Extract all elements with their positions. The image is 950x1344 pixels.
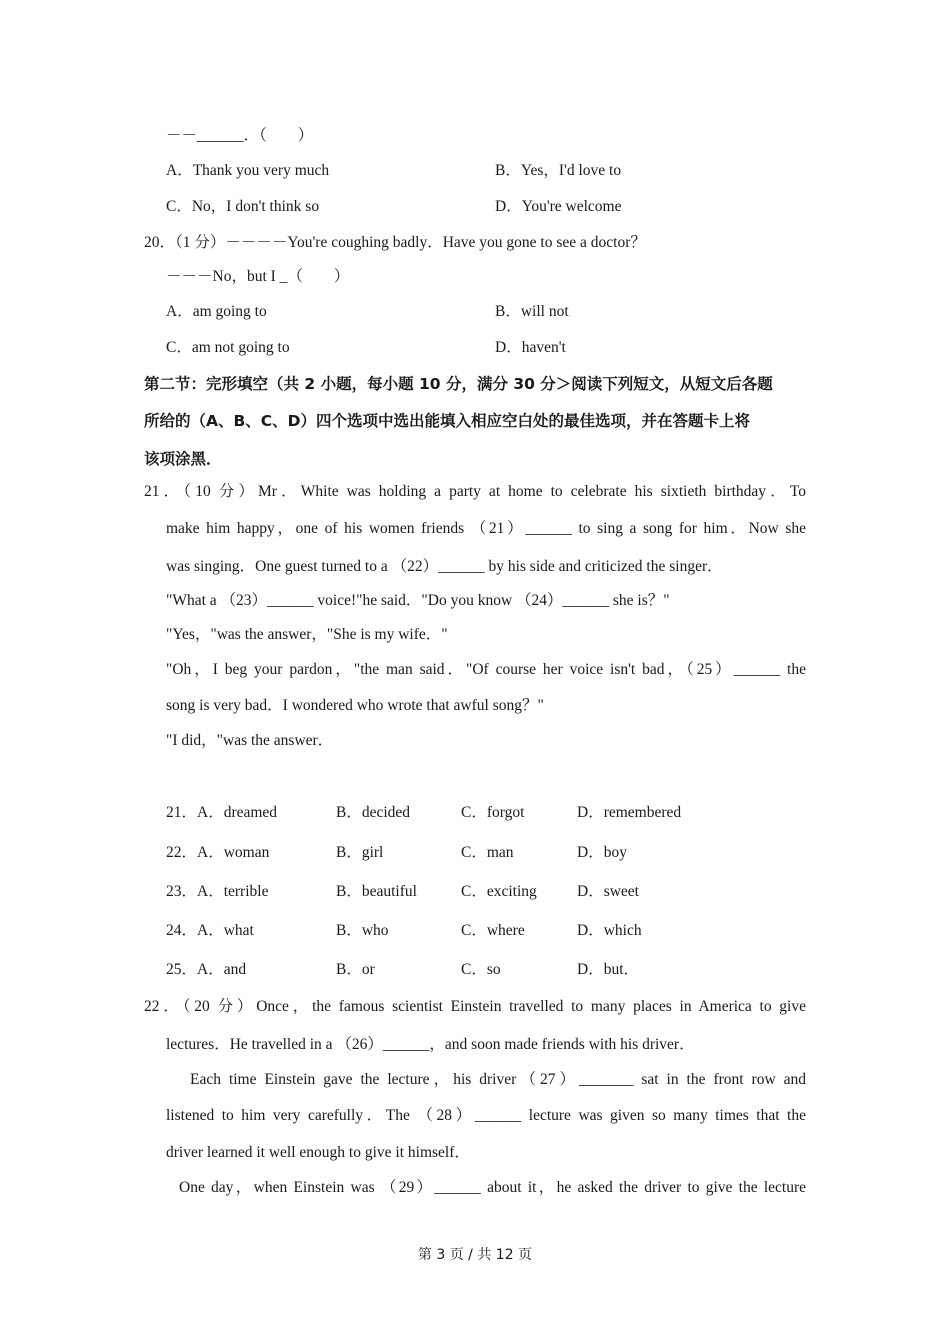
choice-21-b: B．decided	[336, 804, 411, 821]
q21-passage-line4: "What a （23）______ voice!"he said．"Do you know （24）______ she is？"	[166, 592, 670, 609]
choice-24-d: D．which	[577, 922, 642, 939]
choice-25-b: B．or	[336, 961, 375, 978]
choice-24-c: C．where	[461, 922, 525, 939]
section2-heading-line2: 所给的（A、B、C、D）四个选项中选出能填入相应空白处的最佳选项，并在答题卡上将	[144, 412, 751, 430]
q22-passage-line6: One day，when Einstein was （29）______ about it，he asked the driver to give the lecture	[179, 1179, 806, 1196]
q22-passage-line3: Each time Einstein gave the lecture，his driver（27）_______ sat in the front row and	[190, 1071, 806, 1088]
q22-passage-line1: 22．（20 分）Once，the famous scientist Einstein travelled to many places in America to give	[144, 998, 806, 1015]
q21-passage-line6: "Oh，I beg your pardon，"the man said．"Of course her voice isn't bad，（25）______ the	[166, 661, 806, 678]
q19-option-b: B．Yes，I'd love to	[495, 162, 622, 179]
choice-25-a: 25．A．and	[166, 961, 247, 978]
q22-passage-line2: lectures．He travelled in a （26）______，and soon made friends with his driver．	[166, 1036, 695, 1053]
choice-22-d: D．boy	[577, 844, 627, 861]
section2-heading-line1: 第二节：完形填空（共 2 小题，每小题 10 分，满分 30 分＞阅读下列短文，从短文后各题	[144, 375, 773, 393]
q21-passage-line5: "Yes，"was the answer，"She is my wife．"	[166, 626, 448, 643]
choice-23-c: C．exciting	[461, 883, 537, 900]
q21-passage-line3: was singing．One guest turned to a （22）______ by his side and criticized the singer．	[166, 558, 723, 575]
q20-option-c: C．am not going to	[166, 339, 290, 356]
q21-passage-line7: song is very bad．I wondered who wrote that awful song？"	[166, 697, 544, 714]
choice-21-d: D．remembered	[577, 804, 682, 821]
q20-option-b: B．will not	[495, 303, 569, 320]
q22-passage-line5: driver learned it well enough to give it himself．	[166, 1144, 470, 1161]
choice-23-b: B．beautiful	[336, 883, 417, 900]
q19-option-d: D．You're welcome	[495, 198, 622, 215]
q21-passage-line8: "I did，"was the answer．	[166, 732, 334, 749]
q21-passage-line2: make him happy，one of his women friends （21）______ to sing a song for him．Now she	[166, 520, 806, 537]
page-footer: 第 3 页 / 共 12 页	[417, 1247, 533, 1263]
choice-22-b: B．girl	[336, 844, 384, 861]
q19-stem-tail: －－______．（ ）	[166, 127, 314, 144]
choice-23-a: 23．A．terrible	[166, 883, 269, 900]
q20-option-d: D．haven't	[495, 339, 566, 356]
q20-stem-line2: －－－No，but I _（ ）	[166, 268, 350, 285]
choice-25-d: D．but．	[577, 961, 640, 978]
choice-24-a: 24．A．what	[166, 922, 254, 939]
choice-25-c: C．so	[461, 961, 501, 978]
section2-heading-line3: 该项涂黑．	[144, 450, 222, 468]
q19-option-c: C．No，I don't think so	[166, 198, 320, 215]
choice-22-a: 22．A．woman	[166, 844, 270, 861]
choice-21-a: 21．A．dreamed	[166, 804, 278, 821]
choice-22-c: C．man	[461, 844, 514, 861]
choice-24-b: B．who	[336, 922, 389, 939]
q20-option-a: A．am going to	[166, 303, 267, 320]
q20-stem-line1: 20．（1 分）－－－－You're coughing badly．Have you gone to see a doctor？	[144, 234, 646, 251]
q22-passage-line4: listened to him very carefully．The （28）______ lecture was given so many times that the	[166, 1107, 806, 1124]
q19-option-a: A．Thank you very much	[166, 162, 330, 179]
choice-23-d: D．sweet	[577, 883, 639, 900]
q21-passage-line1: 21．（10 分）Mr．White was holding a party at home to celebrate his sixtieth birthday．To	[144, 483, 806, 500]
choice-21-c: C．forgot	[461, 804, 525, 821]
